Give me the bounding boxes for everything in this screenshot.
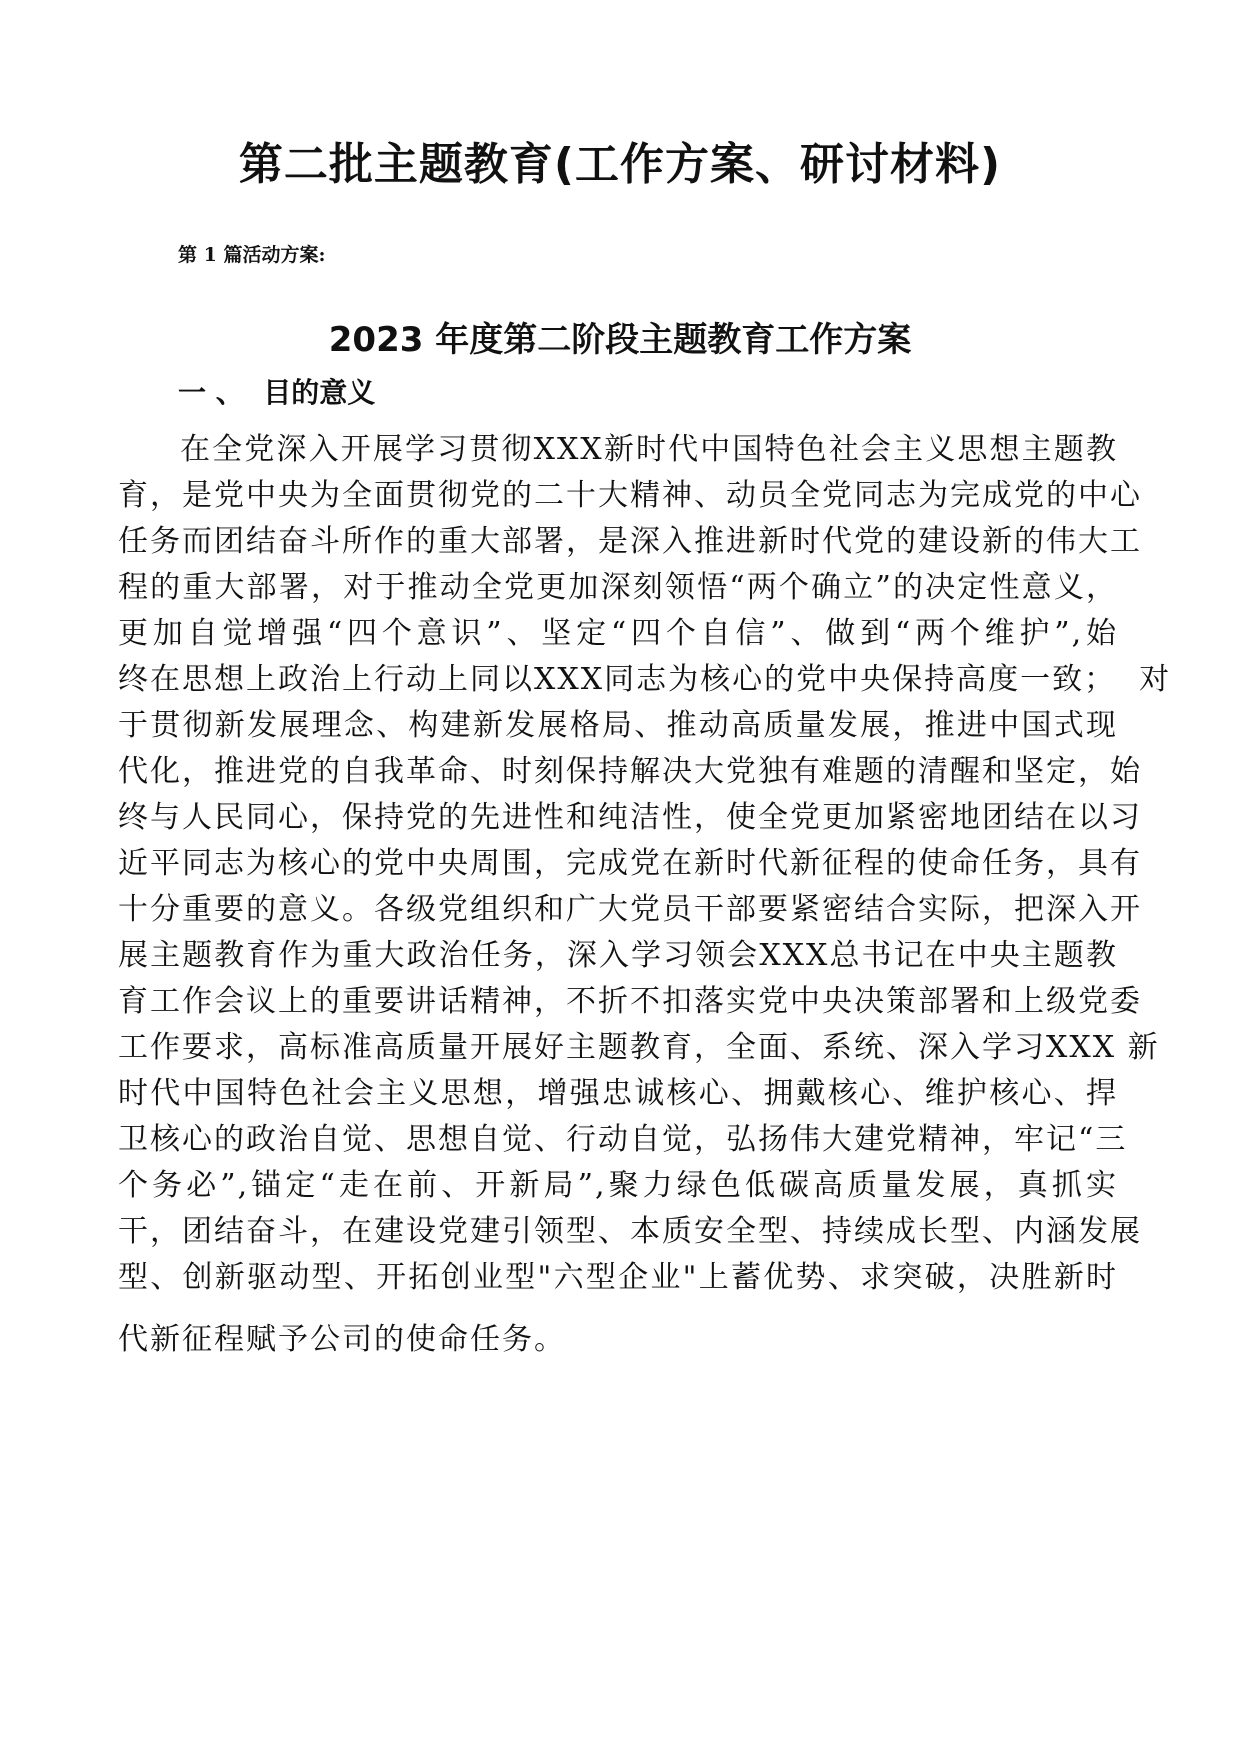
paragraph-line: 终与人民同心，保持党的先进性和纯洁性，使全党更加紧密地团结在以习 [118, 800, 1142, 835]
paragraph-line: 育，是党中央为全面贯彻党的二十大精神、动员全党同志为完成党的中心 [118, 478, 1142, 513]
plan-title: 2023 年度第二阶段主题教育工作方案 [328, 320, 912, 360]
paragraph-line: 程的重大部署，对于推动全党更加深刻领悟“两个确立”的决定性意义， [118, 570, 1118, 605]
section-heading: 一 、 目的意义 [178, 376, 376, 409]
paragraph-line: 卫核心的政治自觉、思想自觉、行动自觉，弘扬伟大建党精神，牢记“三 [118, 1122, 1128, 1157]
document-title: 第二批主题教育(工作方案、研讨材料) [238, 139, 1002, 190]
paragraph-line: 时代中国特色社会主义思想，增强忠诚核心、拥戴核心、维护核心、捍 [118, 1076, 1118, 1111]
paragraph-line: 个务必”,锚定“走在前、开新局”,聚力绿色低碳高质量发展，真抓实 [118, 1168, 1118, 1203]
paragraph-line: 在全党深入开展学习贯彻XXX新时代中国特色社会主义思想主题教 [180, 432, 1118, 467]
paragraph-line: 近平同志为核心的党中央周围，完成党在新时代新征程的使命任务，具有 [118, 846, 1142, 881]
paragraph-line: 任务而团结奋斗所作的重大部署，是深入推进新时代党的建设新的伟大工 [118, 524, 1142, 559]
paragraph-line: 育工作会议上的重要讲话精神，不折不扣落实党中央决策部署和上级党委 [118, 984, 1142, 1019]
body-paragraph [118, 427, 1172, 1363]
paragraph-line: 展主题教育作为重大政治任务，深入学习领会XXX总书记在中央主题教 [118, 938, 1118, 973]
paragraph-line: 终在思想上政治上行动上同以XXX同志为核心的党中央保持高度一致； 对 [118, 662, 1172, 697]
paragraph-line: 代化，推进党的自我革命、时刻保持解决大党独有难题的清醒和坚定，始 [118, 754, 1142, 789]
paragraph-line: 更加自觉增强“四个意识”、坚定“四个自信”、做到“两个维护”,始 [118, 616, 1118, 651]
paragraph-line: 代新征程赋予公司的使命任务。 [118, 1322, 566, 1357]
paragraph-line: 工作要求，高标准高质量开展好主题教育，全面、系统、深入学习XXX 新 [118, 1030, 1160, 1065]
paragraph-line: 于贯彻新发展理念、构建新发展格局、推动高质量发展，推进中国式现 [118, 708, 1118, 743]
paragraph-line: 干，团结奋斗，在建设党建引领型、本质安全型、持续成长型、内涵发展 [118, 1214, 1142, 1249]
paragraph-line: 型、创新驱动型、开拓创业型"六型企业"上蓄优势、求突破，决胜新时 [118, 1260, 1118, 1295]
paragraph-line: 十分重要的意义。各级党组织和广大党员干部要紧密结合实际，把深入开 [118, 892, 1142, 927]
piece-label: 第 1 篇活动方案: [178, 244, 326, 266]
